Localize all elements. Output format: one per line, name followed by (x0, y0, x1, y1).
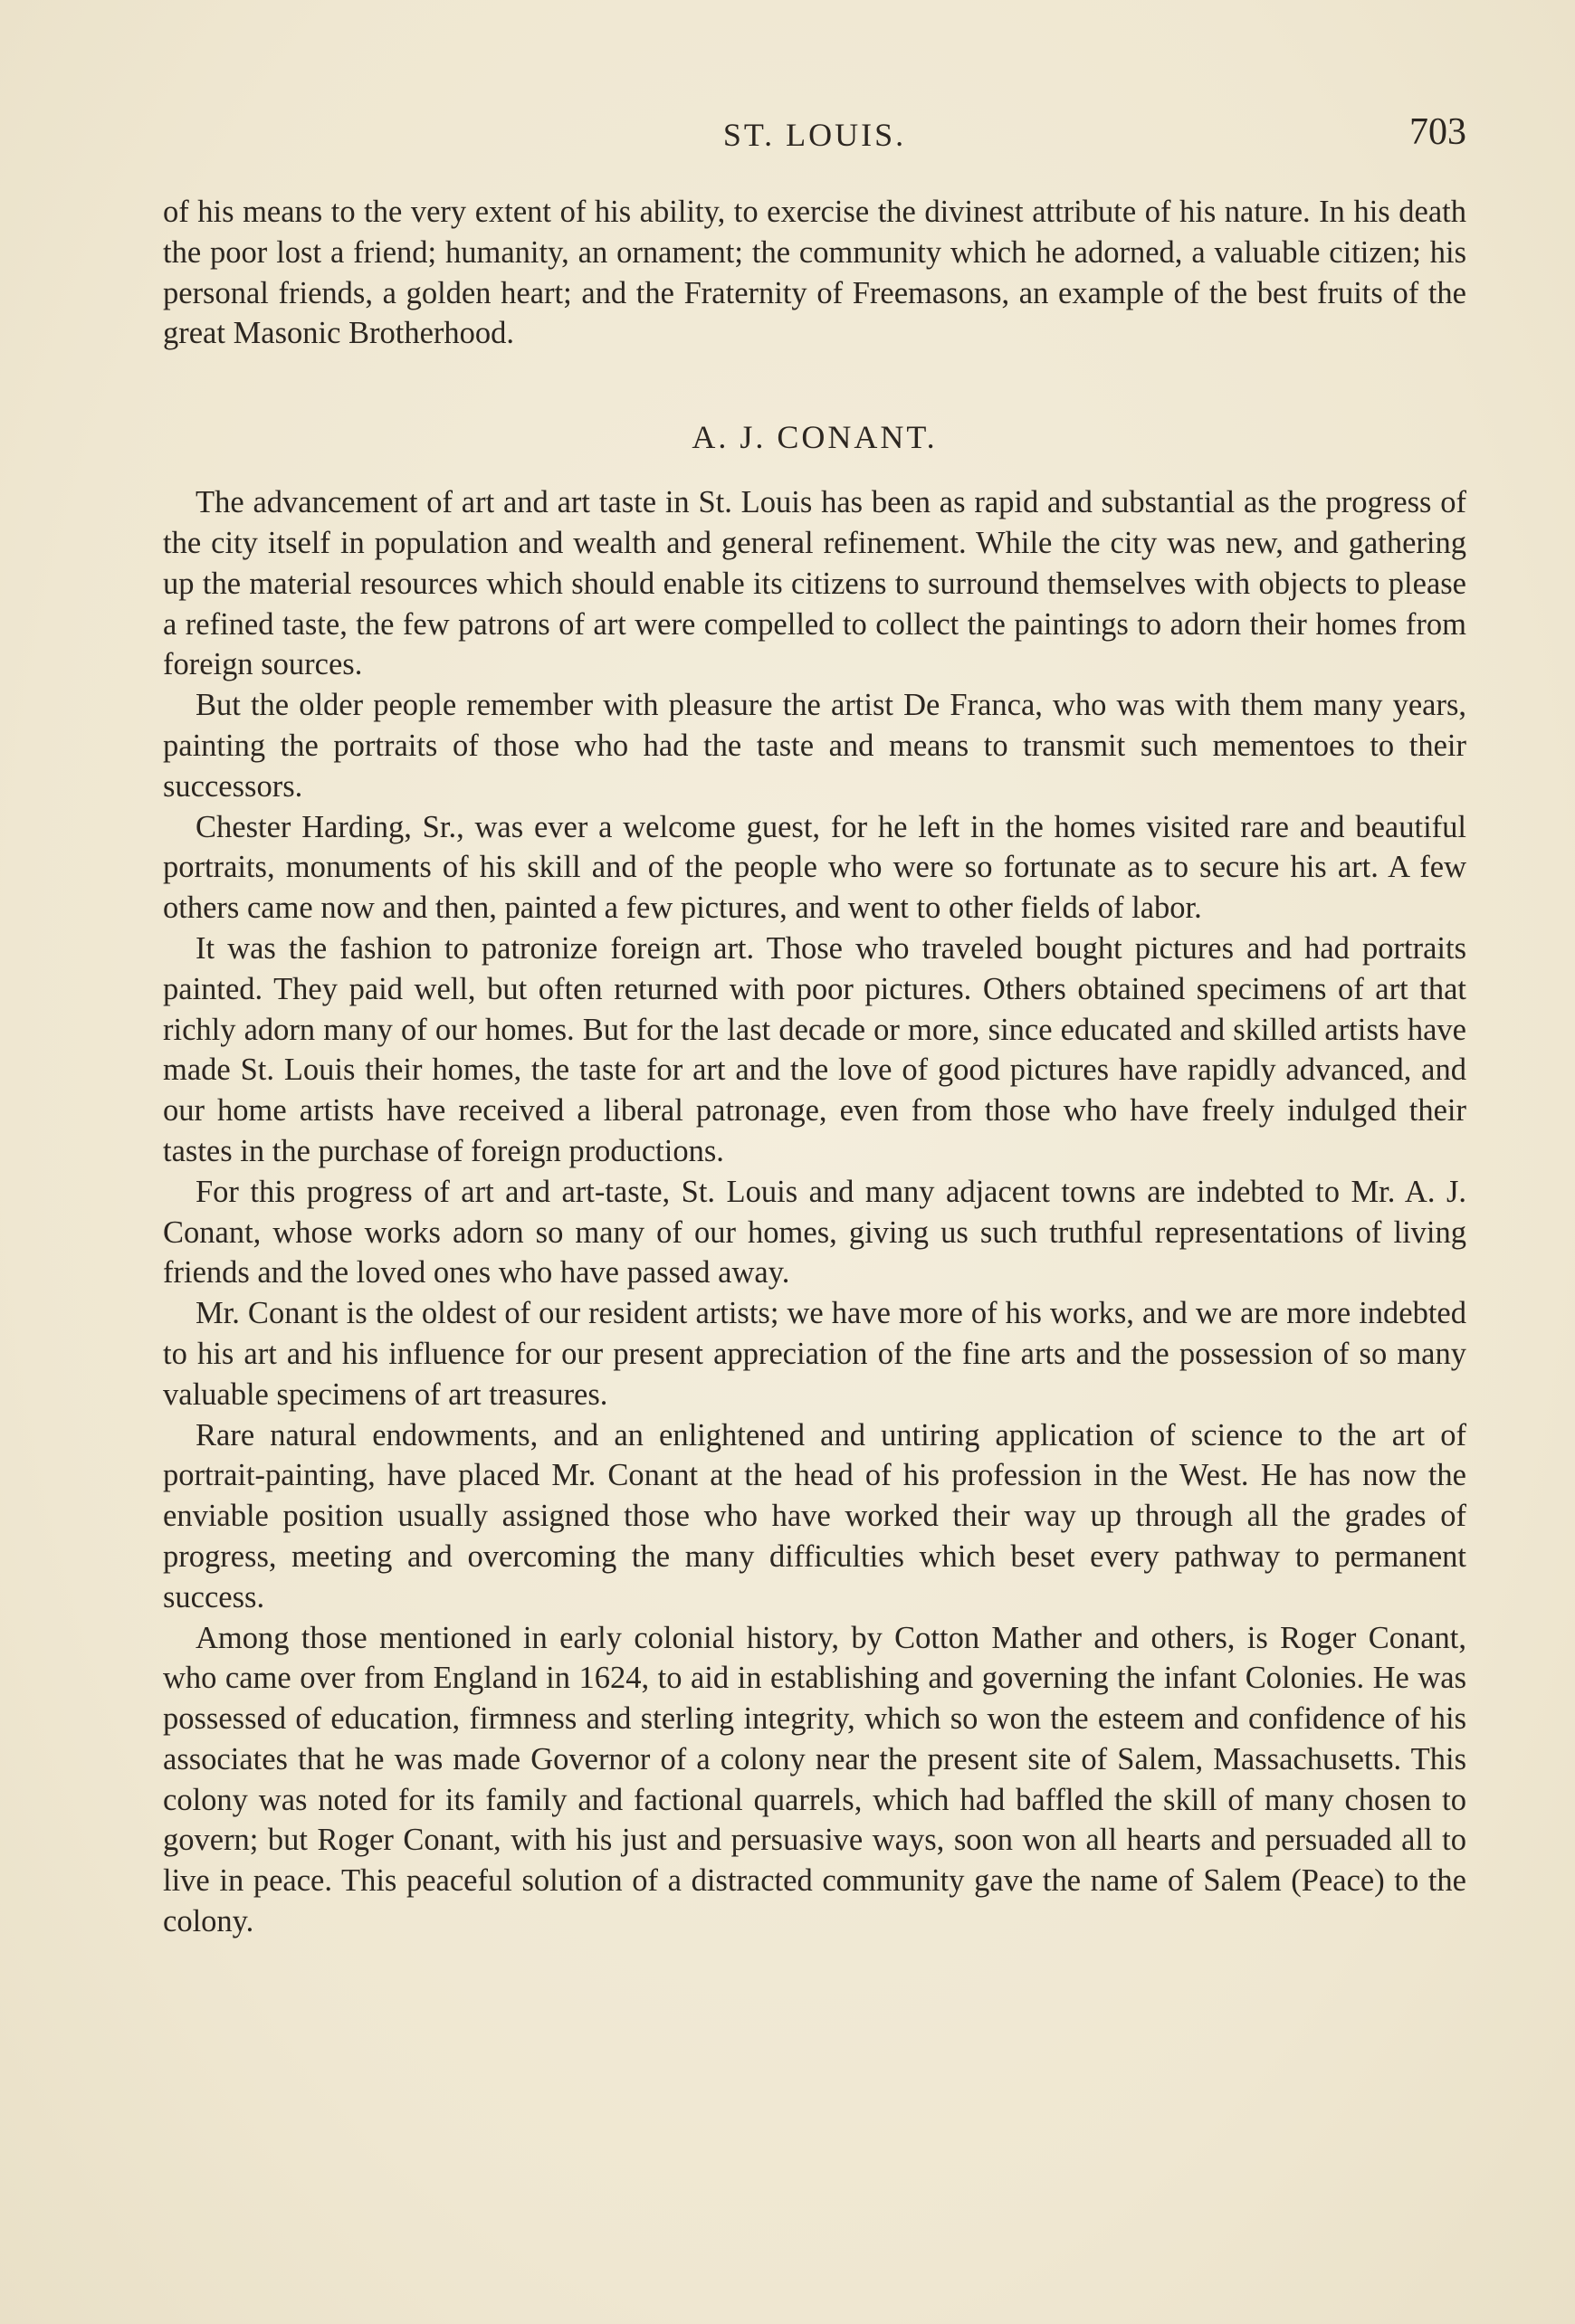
paragraph: Among those mentioned in early colonial history, by Cotton Mather and others, is Roger Conant, who came over from England in 1624, to aid in establishing and governing the infant Colonies. He was possessed of education, firmness and sterling integrity, which so won the esteem and confidence of his associates that he was made Governor of a colony near the present site of Salem, Massachusetts. This colony was noted for its family and factional quarrels, which had baffled the skill of many chosen to govern; but Roger Conant, with his just and persuasive ways, soon won all hearts and persuaded all to live in peace. This peaceful solution of a distracted community gave the name of Salem (Peace) to the colony. (163, 1620, 1466, 1939)
paragraph: For this progress of art and art-taste, St. Louis and many adjacent towns are indebted to Mr. A. J. Conant, whose works adorn so many of our homes, giving us such truthful representations of living friends and the loved ones who have passed away. (163, 1174, 1466, 1291)
paragraph: Rare natural endowments, and an enlightened and untiring application of science to the art of portrait-painting, have placed Mr. Conant at the head of his profession in the West. He has now the enviable position usually assigned those who have worked their way up through all the grades of progress, meeting and overcoming the many difficulties which beset every pathway to permanent success. (163, 1417, 1466, 1614)
body-text (163, 192, 1466, 1942)
section-heading: A. J. CONANT. (692, 419, 938, 456)
page-number: 703 (1409, 111, 1466, 153)
running-title: ST. LOUIS. (722, 117, 907, 153)
paragraph: Mr. Conant is the oldest of our resident artists; we have more of his works, and we are more indebted to his art and his influence for our present appreciation of the fine arts and the possession of so many valuable specimens of art treasures. (163, 1296, 1466, 1412)
paragraph: It was the fashion to patronize foreign art. Those who traveled bought pictures and had portraits painted. They paid well, but often returned with poor pictures. Others obtained specimens of art that richly adorn many of our homes. But for the last decade or more, since educated and skilled artists have made St. Louis their homes, the taste for art and the love of good pictures have rapidly advanced, and our home artists have received a liberal patronage, even from those who have freely indulged their tastes in the purchase of foreign productions. (163, 930, 1466, 1168)
paragraph: The advancement of art and art taste in St. Louis has been as rapid and substantial as the progress of the city itself in population and wealth and general refinement. While the city was new, and gathering up the material resources which should enable its citizens to surround themselves with objects to please a refined taste, the few patrons of art were compelled to collect the paintings to adorn their homes from foreign sources. (163, 485, 1466, 682)
paragraph: Chester Harding, Sr., was ever a welcome guest, for he left in the homes visited rare and beautiful portraits, monuments of his skill and of the people who were so fortunate as to secure his art. A few others came now and then, painted a few pictures, and went to other fields of labor. (163, 809, 1466, 926)
intro-paragraph: of his means to the very extent of his ability, to exercise the divinest attribute of his nature. In his death the poor lost a friend; humanity, an ornament; the community which he adorned, a valuable citizen; his personal friends, a golden heart; and the Fraternity of Freemasons, an example of the best fruits of the great Masonic Brotherhood. (163, 195, 1466, 351)
running-head (163, 107, 1466, 161)
paragraph: But the older people remember with pleasure the artist De Franca, who was with them many years, painting the portraits of those who had the taste and means to transmit such mementoes to their successors. (163, 688, 1466, 804)
